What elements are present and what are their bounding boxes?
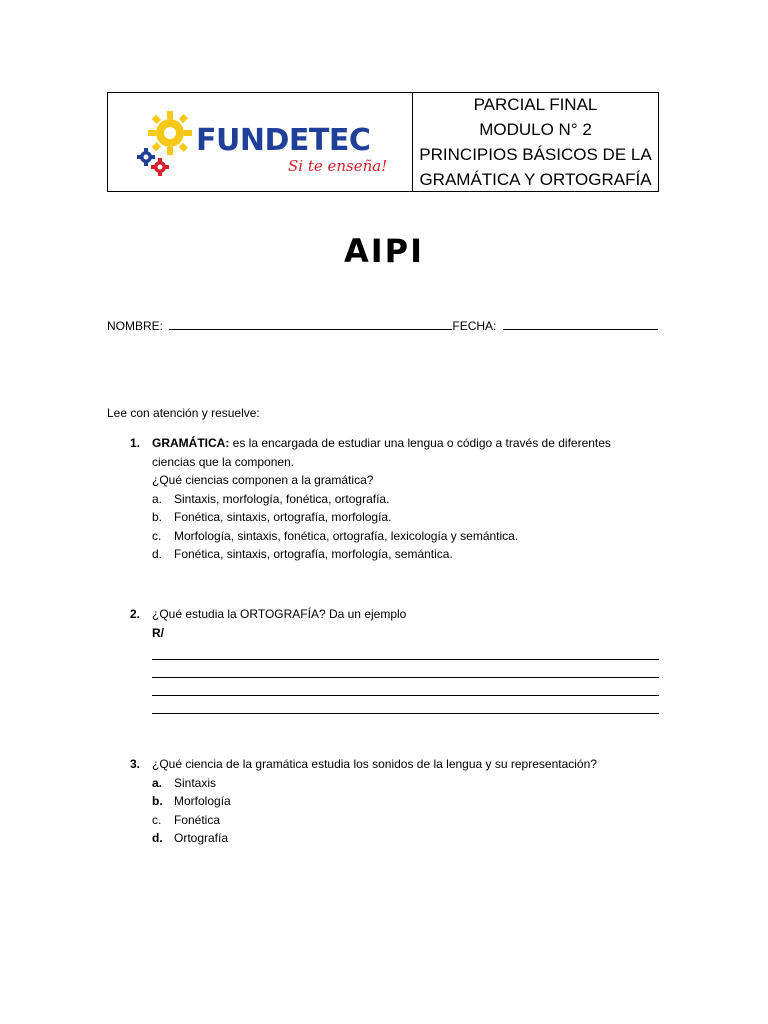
- question-term: GRAMÁTICA:: [152, 436, 230, 450]
- exam-title-cell: [413, 93, 658, 191]
- answer-line[interactable]: [152, 642, 659, 660]
- title-line: PRINCIPIOS BÁSICOS DE LA: [419, 145, 652, 164]
- question-number: 3.: [130, 757, 141, 771]
- question-body: [152, 434, 672, 564]
- title-line: MODULO N° 2: [479, 120, 592, 139]
- answer-line[interactable]: [152, 696, 659, 714]
- answer-line[interactable]: [152, 678, 659, 696]
- option-letter: d.: [152, 831, 163, 845]
- answer-line[interactable]: [152, 660, 659, 678]
- option-letter: b.: [152, 510, 163, 524]
- date-label: FECHA:: [452, 319, 497, 333]
- answer-option[interactable]: [152, 792, 672, 811]
- option-text: Morfología, sintaxis, fonética, ortografía, lexicología y semántica.: [174, 528, 519, 543]
- option-letter: a.: [152, 775, 163, 790]
- option-letter: a.: [152, 491, 163, 506]
- question-intro: [152, 434, 672, 453]
- question-number: 2.: [130, 607, 141, 621]
- question-intro-cont: ciencias que la componen.: [152, 454, 295, 469]
- option-text: Sintaxis, morfología, fonética, ortografía.: [174, 491, 390, 506]
- answer-option[interactable]: [152, 490, 672, 509]
- logo-slogan: Si te enseña!: [288, 157, 388, 175]
- option-letter: c.: [152, 528, 162, 543]
- question-prompt: ¿Qué ciencias componen a la gramática?: [152, 473, 374, 487]
- name-date-row: [107, 319, 658, 333]
- question-body: [152, 755, 672, 848]
- answer-option[interactable]: [152, 527, 672, 546]
- name-label: NOMBRE:: [107, 319, 164, 333]
- question-intro-text: es la encargada de estudiar una lengua o código a través de diferentes: [229, 436, 611, 450]
- option-text: Fonética: [174, 812, 221, 827]
- answer-option[interactable]: [152, 545, 672, 564]
- option-text: Fonética, sintaxis, ortografía, morfología, semántica.: [174, 547, 453, 561]
- question-number: 1.: [130, 436, 141, 450]
- fundetec-gears-logo: [136, 107, 196, 177]
- option-letter: c.: [152, 812, 162, 827]
- answer-label: R/: [152, 625, 164, 640]
- main-title: AIPI: [343, 232, 425, 270]
- question-prompt: ¿Qué estudia la ORTOGRAFÍA? Da un ejemplo: [152, 607, 407, 621]
- answer-option[interactable]: [152, 811, 672, 830]
- logo-cell: [108, 93, 413, 191]
- header-table: [107, 92, 659, 192]
- question-body: [152, 605, 672, 714]
- option-text: Morfología: [174, 794, 231, 808]
- logo-brand-name: FUNDETEC: [196, 123, 371, 158]
- answer-option[interactable]: [152, 829, 672, 848]
- answer-option[interactable]: [152, 774, 672, 793]
- option-text: Fonética, sintaxis, ortografía, morfología.: [174, 510, 392, 524]
- answer-option[interactable]: [152, 508, 672, 527]
- instructions: Lee con atención y resuelve:: [107, 406, 260, 420]
- title-line: GRAMÁTICA Y ORTOGRAFÍA: [419, 170, 652, 189]
- name-field[interactable]: [169, 319, 452, 330]
- option-text: Sintaxis: [174, 775, 217, 790]
- title-line: PARCIAL FINAL: [473, 95, 598, 114]
- option-letter: d.: [152, 547, 163, 561]
- date-field[interactable]: [503, 319, 658, 330]
- question-prompt: ¿Qué ciencia de la gramática estudia los sonidos de la lengua y su representación?: [152, 757, 597, 771]
- option-letter: b.: [152, 794, 163, 808]
- option-text: Ortografía: [174, 831, 229, 845]
